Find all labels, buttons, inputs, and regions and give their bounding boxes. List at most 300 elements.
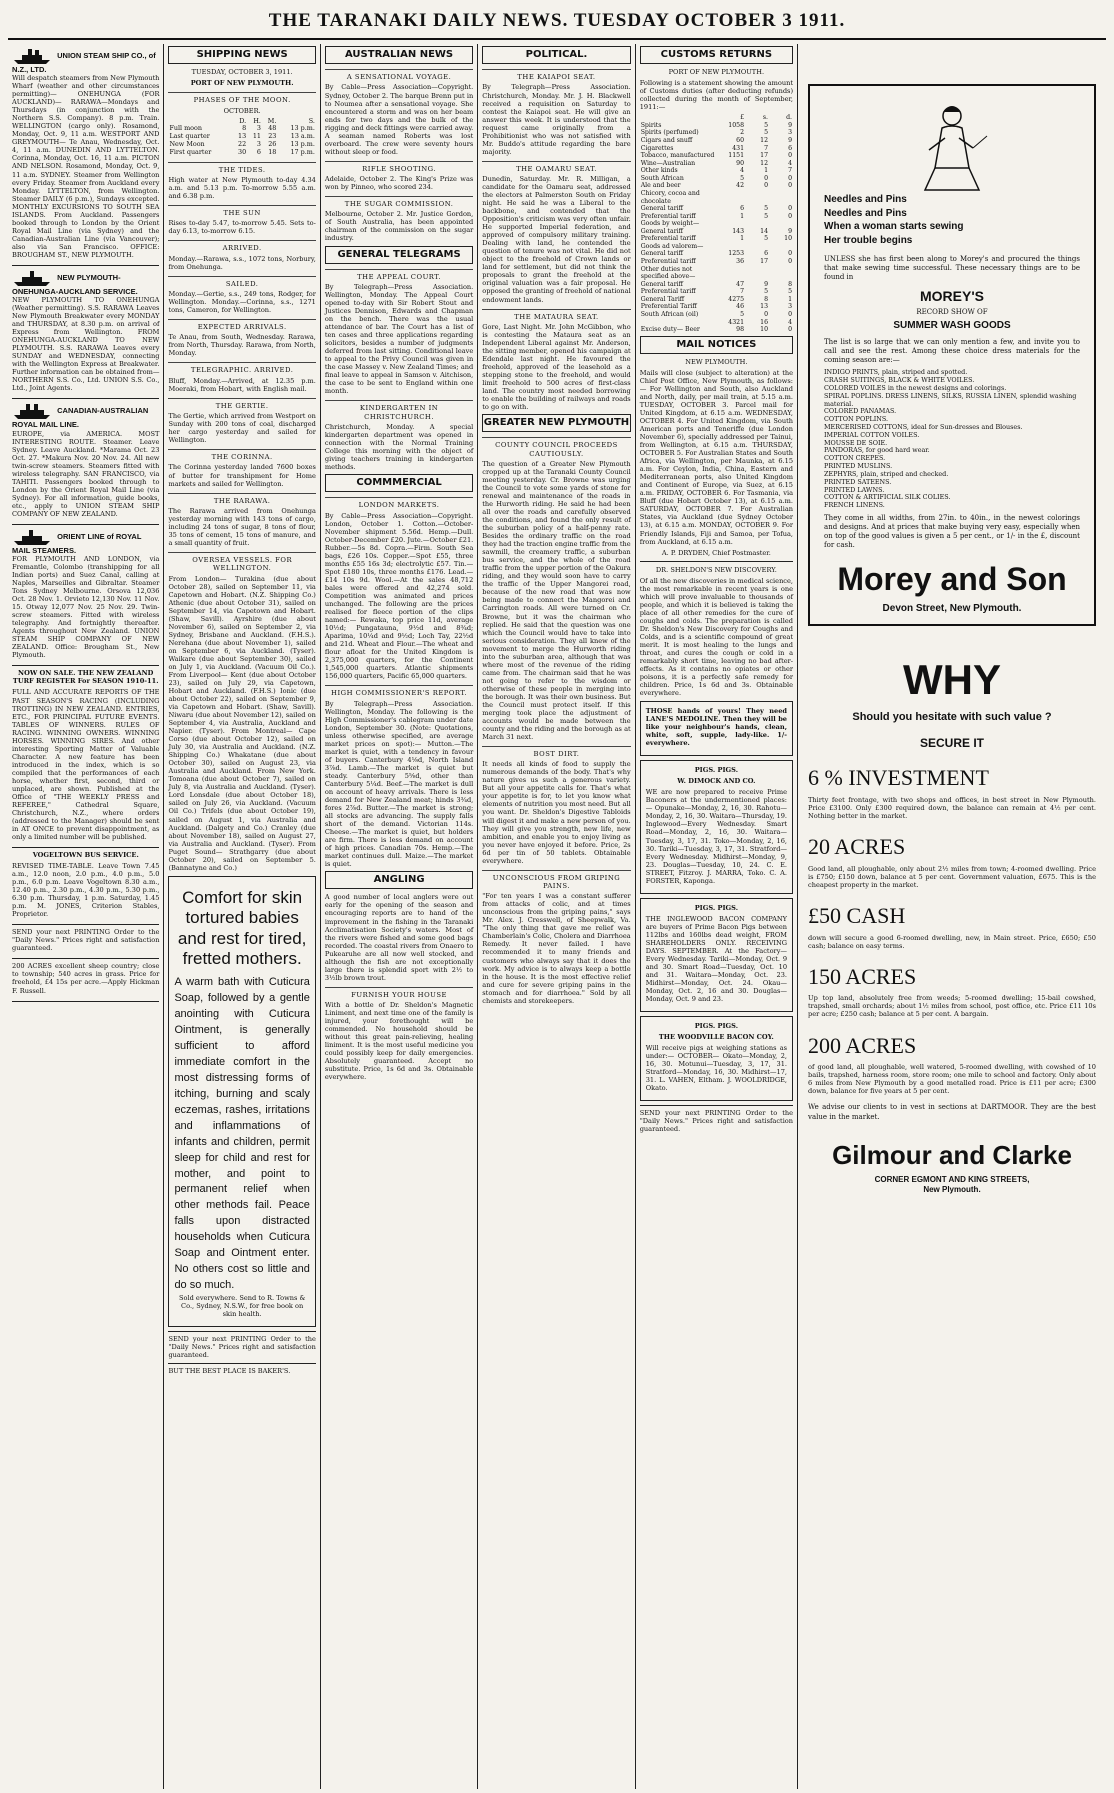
- hesitate-line: Should you hesitate with such value ?: [852, 710, 1052, 723]
- phase-m: 26: [268, 140, 277, 148]
- customs-item: Other duties not specified above—: [640, 265, 696, 281]
- rarawa-title: THE RARAWA.: [168, 493, 315, 505]
- customs-item: Preferential tariff: [640, 258, 696, 266]
- sailed-body: Monday.—Gertie, s.s., 249 tons, Rodger, for Wellington. Monday.—Corinna, s.s., 1271 tons, Cameron, for Wellington.: [168, 289, 316, 315]
- arrived-title: ARRIVED.: [168, 240, 315, 252]
- furnish-title: FURNISH YOUR HOUSE: [325, 987, 473, 999]
- customs-shillings: 5: [764, 129, 769, 137]
- customs-pounds: 4275: [728, 295, 745, 303]
- phase-h: 3: [256, 124, 261, 133]
- list-item: CRASH SUITINGS, BLACK & WHITE VOILES.: [824, 376, 975, 385]
- col-header: D.: [239, 116, 247, 125]
- union-steam-body: Will despatch steamers from New Plymouth Wharf (weather and other circumstances permitting)— ONEHUNGA (FOR AUCKLAND)— RARAWA—Mondays and Thursdays (in conjunction with the Northern S.S. Company). 8 p.m. Train. WELLINGTON (cargo only). Rosamond, Monday, Oct. 9, 11 a.m. WESTPORT AND GREYMOUTH— Te Anau, Wednesday, Oct. 4, 11 a.m. DUNEDIN AND LYTTELTON. Corinna, Monday, Oct. 16, 11 a.m. PICTON AND NELSON. Rosamond, Monday, Oct. 9, 11 a.m. SYDNEY. Steamer from Wellington every Friday. Steamer from Auckland every Monday. LYTTELTON, from Wellington. Steamer DAILY (6 p.m.), Sundays excepted. MONTHLY EXCURSIONS TO SOUTH SEA ISLANDS. From Auckland. Passengers booked through to London by the Orient Royal Mail Line (via Sydney) and the Canadian-Australian Line (via Vancouver); also via San Francisco. OFFICE: BROUGHAM ST., NEW PLYMOUTH.: [12, 74, 160, 259]
- customs-pence: 10: [784, 235, 793, 243]
- customs-pence: 4: [788, 159, 793, 167]
- customs-pounds: 47: [736, 280, 745, 288]
- oamaru-title: THE OAMARU SEAT.: [482, 161, 630, 173]
- land-listing-body: Good land, all ploughable, only about 2½ miles from town; 4-roomed dwelling. Price is £750; £150 down, balance at 5 per cent. Government valuation, £675. This is the cheapest property in the market.: [808, 864, 1096, 889]
- onehunga-body: NEW PLYMOUTH TO ONEHUNGA (Weather permitting). S.S. RARAWA Leaves New Plymouth Breakwater every MONDAY and THURSDAY, at 8.30 p.m. on arrival of Express from Wellington. FROM ONEHUNGA-AUCKLAND TO NEW PLYMOUTH. S.S. RARAWA Leaves every SUNDAY and WEDNESDAY, connecting with the Wellington Express at Breakwater. Further information can be obtained from— NORTHERN S.S. Co., Ltd. UNION S.S. Co., Ltd., Joint Agents.: [12, 296, 160, 393]
- commercial-heading: COMMMERCIAL: [325, 474, 473, 492]
- dimock-body: WE are now prepared to receive Prime Baconers at the undermentioned places:— Opunake—Monday, 2, 16, 30. Rahotu—Monday, 2, 16, 30. Waitara—Thursday, 19. Inglewood—Every Wednesday. Smart Road—Monday, 2, 16, 30. Waitara—Tuesday, 3, 17, 31. Toko—Monday, 2, 16, 30. Tariki—Tuesday, 3, 17, 31. Stratford—Every Wednesday. Midhirst—Monday, 9, 23. Douglas—Tuesday, 10, 24. C. E. STREET, Fitzroy. J. MARRA, Toko. C. A. FORSTER, Kaponga.: [645, 788, 788, 885]
- angling-body: A good number of local anglers were out early for the opening of the season and encouraging reports are to hand of the improvement in the fishing in the Taranaki Acclimatisation Society's waters. Most of the rivers were fished and some good bags recorded. The coastal rivers from Onaero to Pukearuhe are all now well stocked, and although the fish are not exceptionally large there is splendid sport with 2½ to 3½lb brown trout.: [324, 893, 474, 982]
- table-row: [640, 213, 793, 221]
- customs-item: Ale and beer: [640, 182, 681, 190]
- phase-h: 6: [256, 147, 261, 156]
- customs-pence: 9: [788, 137, 793, 145]
- steamship-icon: [12, 402, 52, 420]
- canadian-australian-body: EUROPE, via AMERICA. MOST INTERESTING ROUTE. Steamer. Leave Sydney. Leave Auckland. *Marama Oct. 23 Oct. 27. *Makura Nov. 20 Nov. 24. All new twin-screw steamers. Steamers fitted with wireless telegraphy. SAN FRANCISCO, via TAHITI. Passengers booked through to London by the Orient Royal Mail Line (via Sydney). For all information, guide books, etc., apply to UNION STEAM SHIP COMPANY OF NEW ZEALAND.: [12, 429, 160, 518]
- voyage-body: By Cable—Press Association—Copyright. Sydney, October 2. The barque Brenn put in to Noumea after a sensational voyage. She encountered a storm and was on her beam ends for two days and the bulk of the rigging and deck fittings were carried away. A seaman named Roberts was lost overboard. The crew were seventy hours without sleep or food.: [324, 83, 474, 156]
- divider: [640, 561, 793, 562]
- table-row: [640, 243, 793, 251]
- rifle-body: Adelaide, October 2. The King's Prize was won by Pinneo, who scored 234.: [324, 175, 474, 192]
- customs-pounds: 2: [740, 129, 745, 137]
- general-telegrams-heading: GENERAL TELEGRAMS: [325, 246, 473, 264]
- land-listing-heading: 6 % INVESTMENT: [808, 764, 989, 790]
- markets-title: LONDON MARKETS.: [325, 497, 473, 509]
- markets-body: By Cable—Press Association—Copyright. London, October 1. Cotton.—October-November shipment 5.56d. Hemp.—Dull. October-December £20. Jute.—October £21. Rubber.—5s 8d. Copra.—Firm. South Sea bags, £26 10s. Copper.—Spot £55, three months £55 16s 3d; electrolytic £57. Tin.—Spot £180 10s, three months £176. Lead.—£14 10s 9d. Wool.—At the sales 48,712 bales were offered and 42,274 sold. Competition was animated and prices unchanged. The following are the prices realised for fleece portion of the clips named:— Rewaka, top price 11d, average 10½d; Pungatauna, 9½d and 8¾d; Aparima, 10¼d and 9½d; Loch Tay, 22½d and 21d. Wheat and Flour.—The wheat and flour afloat for the United Kingdom is 2,375,000 quarters, for the Continent 1,545,000 quarters. Atlantic shipments 156,000 quarters, Pacific 65,000 quarters.: [324, 511, 474, 681]
- dimock-firm: W. DIMOCK AND CO.: [677, 777, 756, 786]
- customs-pounds: 36: [736, 258, 745, 266]
- column-5: [636, 44, 798, 1789]
- list-item: COTTON POPLINS.: [824, 415, 889, 424]
- vogeltown-bus-body: REVISED TIME-TABLE. Leave Town 7.45 a.m., 12.0 noon, 2.0 p.m., 4.0 p.m., 5.0 p.m., 6.0 p.m. Leave Vogeltown 8.30 a.m., 12.40 p.m., 2.30 p.m., 4.30 p.m., 5.30 p.m., 6.30 p.m. Thursday, 1 p.m. Saturday, 1.45 p.m. M. JONES, Criterion Stables, Proprietor.: [12, 862, 160, 919]
- land-listing-body: down will secure a good 6-roomed dwelling, new, in Main street. Price, £650; £50 cash; balance on easy terms.: [808, 933, 1096, 950]
- sun-body: Rises to-day 5.47, to-morrow 5.45. Sets to-day 6.13, to-morrow 6.15.: [168, 219, 316, 236]
- customs-pence: 0: [788, 310, 793, 318]
- list-item: PANDORAS, for good hard wear.: [824, 446, 930, 455]
- morey-ad: [808, 84, 1096, 626]
- political-heading: POLITICAL.: [482, 46, 630, 64]
- dartmoor-note: We advise our clients to in vest in sections at DARTMOOR. They are the best value in the market.: [808, 1103, 1096, 1121]
- customs-shillings: [745, 243, 769, 251]
- customs-pounds: 1: [740, 235, 745, 243]
- overseas-title: OVERSEA VESSELS. FOR WELLINGTON.: [168, 552, 315, 573]
- table-row: [640, 235, 793, 243]
- phase-name: Last quarter: [169, 132, 210, 141]
- sheldon-body: Of all the new discoveries in medical science, the most remarkable in recent years is one which will prove invaluable to thousands of people, and which it is believed is taking the place of all other remedies for the cure of coughs and colds. The preparation is called Dr. Sheldon's New Discovery for Coughs and Colds, and is a scientific compound of great merit. It is most healing to the lungs and throat, and cures the cough or cold in a remarkably short time, leaving no bad after-effects. As it contains no opiates or other poisons, it is a perfectly safe remedy for children. Price, 1s 6d and 3s. Obtainable everywhere.: [639, 576, 794, 698]
- customs-pounds: [721, 243, 745, 251]
- col-header: d.: [786, 114, 793, 122]
- moon-month: OCTOBER.: [223, 106, 261, 115]
- overseas-body: From London— Turakina (due about October 28), sailed on September 11, via Capetown and Hobart. (N.Z. Shipping Co.) Athenic (due about October 31), sailed on September 14, via Capetown and Hobart. (Shaw, Savill). Ayrshire (due about November 6), sailed on September 2, via Sydney, Brisbane and Auckland. (F.H.S.). Nerehana (due about November 1), sailed on September 6, via Auckland. (Tyser). Waikare (due about September 30), sailed on July 1, via Auckland. (Vacuum Oil Co.). From Liverpool— Kent (due about October 23), sailed on July 29, via Capetown, Hobart and Auckland. (F.H.S.) Ionic (due about October 22), sailed on September 9, via Capetown and Hobart. (Shaw, Savill). Niwaru (due about November 12), sailed on September 4, via Australia, Auckland and Napier. (Tyser). From Montreal— Cape Corso (due about October 12), sailed on July 30, via Australia and Auckland. (N.Z. Shipping Co.) Whakatane (due about October 30), sailed on August 23, via Australia and Auckland. From New York. Tomoana (due about October 7), sailed on July 8, via Australia and Auckland. (Tyser). Lord Lonsdale (due about October 18), sailed on July 26, via Auckland. (Vacuum Oil Co.) Trifels (due about October 19), sailed on August 1, via Australia and Auckland. (Dalgety and Co.) Cranley (due about November 18), sailed on August 27, via Australia and Auckland. (Tyser). From Puget Sound— Strathgarry (due about October 20), sailed on September 5. (Bannatyne and Co.): [168, 574, 316, 872]
- sailed-title: SAILED.: [168, 276, 315, 288]
- customs-pounds: 7: [740, 288, 745, 296]
- woodville-pigs-ad: [640, 1016, 793, 1101]
- acres-ad-text: 200 ACRES excellent sheep country; close to township; 540 acres in grass. Price for freehold, £4 15s per acre.—Apply Hickman F. Russell.: [12, 962, 160, 995]
- table-row: [640, 228, 793, 236]
- morey-and-son: Morey and Son: [837, 561, 1067, 598]
- medoline-ad: [640, 701, 793, 756]
- customs-intro: Following is a statement showing the amount of Customs duties (after deducting refunds) collected during the month of September, 1911:—: [639, 79, 794, 112]
- customs-pence: 0: [788, 326, 793, 334]
- printing-order-text: SEND your next PRINTING Order to the "Daily News." Prices right and satisfaction guaranteed.: [12, 928, 160, 953]
- customs-item: General tariff: [640, 227, 684, 235]
- gertie-body: The Gertie, which arrived from Westport on Sunday with 200 tons of coal, discharged her cargo yesterday and sailed for Wellington.: [168, 412, 316, 445]
- phase-s: 13 p.m.: [290, 124, 315, 133]
- land-listing-heading: £50 CASH: [808, 902, 906, 928]
- column-1: [8, 44, 164, 1789]
- customs-item: Cigars and snuff: [640, 137, 693, 145]
- hc-body: By Telegraph—Press Association. Wellington, Monday. The following is the High Commissioner's cablegram under date London, September 30. (Note: Quotations, unless otherwise specified, are average market prices on spot):— Mutton.—The market is quiet, with a tendency in favour of buyers. Canterbury 4⅛d, North Island 3⅞d. Lamb.—The market is quiet but steady. Canterbury 5⅝d, other than Canterbury 5¼d. Beef.—The market is dull on account of heavy arrivals. There is less demand for New Zealand meat; hinds 3¾d, fores 2⅞d. Butter.—The market is strong; all stocks are advancing. The supply falls short of the demand. Victorian 114s. Cheese.—The market is quiet, but holders are firm. There is less demand on account of high prices. Canadian 70s. Hemp.—The market continues dull. Maize.—The market is quiet.: [324, 699, 474, 869]
- customs-shillings: 14: [760, 227, 769, 235]
- table-row: [640, 296, 793, 304]
- phase-d: 13: [238, 132, 247, 141]
- customs-pence: 5: [788, 288, 793, 296]
- steamship-icon: [12, 47, 52, 65]
- customs-pounds: 1058: [728, 121, 745, 129]
- send-order-notice: SEND your next PRINTING Order to the "Daily News." Prices right and satisfaction guaranteed.: [168, 1331, 315, 1359]
- customs-item: Goods ad valorem—: [640, 242, 704, 250]
- customs-pence: 0: [788, 182, 793, 190]
- customs-pence: 9: [788, 227, 793, 235]
- furnish-body: With a bottle of Dr. Sheldon's Magnetic Liniment, and next time one of the family is injured, your forethought will be commended. No household should be without this great pain-relieving, healing liniment. It is the most useful medicine you could possibly keep for daily emergencies. Absolutely guaranteed. Accept no substitute. Price, 1s 6d and 3s. Obtainable everywhere.: [324, 1001, 474, 1082]
- customs-item: Other kinds: [640, 167, 678, 175]
- table-row: [640, 303, 793, 311]
- customs-pence: 0: [788, 258, 793, 266]
- customs-shillings: 16: [760, 318, 769, 326]
- customs-pounds: 4321: [728, 318, 745, 326]
- land-listing-body: Up top land, absolutely free from weeds; 5-roomed dwelling; 15-bail cowshed, trapshed, small orchards; about 1½ miles from school, post office, etc. Price £11 10s per acre; £250 cash; balance at 5 per cent. A bargain.: [808, 994, 1096, 1019]
- moon-phases-table: [168, 118, 315, 157]
- table-row: [640, 205, 793, 213]
- phase-d: 30: [238, 147, 247, 156]
- vogeltown-bus-ad: [12, 848, 159, 925]
- record-show: RECORD SHOW OF: [916, 308, 988, 317]
- customs-item: [640, 319, 721, 327]
- morey-address: Devon Street, New Plymouth.: [882, 603, 1022, 615]
- land-listing-heading: 20 ACRES: [808, 833, 906, 859]
- oamaru-body: Dunedin, Saturday. Mr. R. Milligan, a candidate for the Oamaru seat, addressed the electors at Palmerston South on Friday night. He said he was a Liberal to the backbone, and contended that the Opposition's criticism was very often unfair. He supported Imperial federation, and approved of compulsory military training. Dealing with land, he contended the question of tenure was not vital. He did not object to the freehold of Crown lands or land for settlement, but did not think the proposals to grant the freehold at the original valuation was a fair proposal. He opposed the granting of freehold of national endowment lands.: [482, 175, 631, 304]
- expected-body: Te Anau, from South, Wednesday. Rarawa, from North, Thursday. Rarawa, from North, Monday.: [168, 333, 316, 358]
- table-row: [640, 258, 793, 266]
- kinder-title: KINDERGARTEN IN CHRISTCHURCH.: [325, 400, 473, 421]
- county-body: The question of a Greater New Plymouth cropped up at the Taranaki County Council meeting yesterday. Cr. Browne was urging the Council to vote some yards of stone for renewal and maintenance of the roads in the Hurworth riding. He said he had been all over the roads and carefully observed the conditions, and found the only result of the suburban policy of a half-penny rate. Besides the ordinary traffic on the road they had the traction engine traffic from the sawmill, the creamery traffic, a suburban bus service, and the whole of the road traffic from the upper portion of the Oakura riding, and they would soon have to carry the traffic of the Upper Mangorei road, because of the new road that was now being made to connect the Mangorei and Carrington roads. All were turned on Cr. Browne, but it was the chairman who replied. He said that the question was one which the Council would have to take into serious consideration. They all knew of the movement to merge the Hurworth riding into the suburban area, although that was where most of the revenue of the riding came from. The chairman said that he was not going to refer to the wisdom or otherwise of these people in merging into the borough. It was their own business. But the Council must protect itself. If this merging took place the adjustment of accounts would be made between the county and the riding and the borough as at March 31 next.: [482, 459, 631, 741]
- customs-item: Wine—Australian: [640, 159, 696, 167]
- steamship-icon: [12, 269, 52, 287]
- table-row: [640, 266, 793, 281]
- australian-news-heading: AUSTRALIAN NEWS: [325, 46, 473, 64]
- acres-ad: [12, 959, 159, 1001]
- woodville-firm: THE WOODVILLE BACON COY.: [658, 1033, 774, 1042]
- customs-item: Preferential tariff: [640, 235, 696, 243]
- secure-it: SECURE IT: [920, 736, 985, 751]
- county-title: COUNTY COUNCIL PROCEEDS CAUTIOUSLY.: [482, 437, 630, 458]
- sewing-woman-illustration: [824, 98, 1080, 193]
- customs-pence: [769, 266, 793, 281]
- col-header: H.: [253, 116, 261, 125]
- customs-shillings: [745, 220, 769, 228]
- customs-pounds: 4: [740, 167, 745, 175]
- vogeltown-bus-title: VOGELTOWN BUS SERVICE.: [32, 851, 139, 860]
- phase-m: 18: [268, 147, 277, 156]
- list-item: COTTON & ARTIFICIAL SILK COLIES.: [824, 493, 951, 502]
- phase-d: 22: [238, 140, 247, 148]
- kaiapoi-body: By Telegraph—Press Association. Christchurch, Monday. Mr. J. H. Blackwell received a requisition on Saturday to contest the Kaiapoi seat. He will give an answer this week. It is understood that the request came originally from a Prohibitionist who was not satisfied with Mr. Buddo's attitude regarding the bare majority.: [482, 83, 631, 156]
- list-item: COTTON CREPES.: [824, 454, 886, 463]
- col-header: s.: [762, 114, 769, 122]
- phase-m: 23: [268, 132, 277, 141]
- customs-item: General tariff: [640, 250, 684, 258]
- column-3: [321, 44, 478, 1789]
- table-row: [640, 182, 793, 190]
- customs-pounds: 46: [736, 303, 745, 311]
- list-item: MOUSSE DE SOIE.: [824, 438, 888, 447]
- customs-item: General tariff: [640, 205, 684, 213]
- phase-name: New Moon: [169, 140, 205, 148]
- customs-shillings: [745, 266, 769, 281]
- customs-shillings: 5: [764, 235, 769, 243]
- kaiapoi-title: THE KAIAPOI SEAT.: [482, 69, 630, 81]
- table-row: [640, 190, 793, 205]
- customs-heading: CUSTOMS RETURNS: [640, 46, 793, 64]
- list-item: MERCERISED COTTONS, ideal for Sun-dresses and Blouses.: [824, 423, 1023, 432]
- mail-notices-heading: MAIL NOTICES: [640, 336, 793, 354]
- masthead: THE TARANAKI DAILY NEWS. TUESDAY OCTOBER 3 1911.: [8, 6, 1106, 40]
- sugar-body: Melbourne, October 2. Mr. Justice Gordon, of South Australia, has been appointed chairman of the commission on the sugar industry.: [324, 210, 474, 243]
- land-listings: [808, 765, 1096, 1096]
- table-header-row: [640, 114, 793, 122]
- gilmour-address-2: New Plymouth.: [923, 1185, 981, 1195]
- corinna-title: THE CORINNA.: [168, 449, 315, 461]
- gilmour-clarke: Gilmour and Clarke: [832, 1139, 1072, 1170]
- rarawa-body: The Rarawa arrived from Onehunga yesterday morning with 143 tons of cargo, including 24 tons of sugar, 8 tons of flour, 35 tons of cement, 15 tons of manure, and a small quantity of fruit.: [168, 506, 316, 547]
- sun-title: THE SUN: [168, 205, 315, 217]
- customs-pence: [769, 190, 793, 205]
- cuticura-headline: Comfort for skin tortured babies and rest for tired, fretted mothers.: [177, 887, 307, 968]
- pigs-title: PIGS. PIGS.: [694, 766, 738, 775]
- greater-new-plymouth-heading: GREATER NEW PLYMOUTH: [482, 414, 630, 432]
- hc-title: HIGH COMMISSIONER'S REPORT.: [325, 685, 473, 697]
- turf-register-title: NOW ON SALE. THE NEW ZEALAND TURF REGISTER For SEASON 1910-11.: [12, 669, 159, 686]
- customs-pounds: 431: [732, 144, 745, 152]
- columns: [8, 44, 1106, 1789]
- land-listing-body: of good land, all ploughable, well watered, 5-roomed dwelling, with cowshed of 10 bails, trapshed, harness room, store room; one mile to school and factory. Only about 6 miles from New Plymouth by a good metalled road. Price is £11 per acre; £300 down, balance for five years at 5 per cent.: [808, 1063, 1096, 1096]
- customs-shillings: 1: [764, 167, 769, 175]
- table-row: [640, 311, 793, 319]
- customs-pence: 1: [788, 295, 793, 303]
- customs-pounds: 6: [740, 205, 745, 213]
- phase-s: 13 p.m.: [290, 140, 315, 148]
- customs-pounds: [721, 220, 745, 228]
- pigs-title: PIGS. PIGS.: [694, 1022, 738, 1031]
- customs-shillings: 5: [764, 288, 769, 296]
- kinder-body: Christchurch, Monday. A special kindergarten department was opened in connection with the Normal Training College this morning with the object of giving teachers training in kindergarten methods.: [324, 422, 474, 472]
- union-steam-title: UNION STEAM SHIP CO., of N.Z., LTD.: [12, 51, 156, 74]
- customs-pounds: 42: [736, 182, 745, 190]
- col-header: £: [740, 114, 745, 122]
- customs-pence: 0: [788, 174, 793, 182]
- customs-item: Chicory, cocoa and chocolate: [640, 189, 700, 205]
- needles-line: When a woman starts sewing: [824, 221, 964, 232]
- table-row: [640, 250, 793, 258]
- customs-pence: 4: [788, 318, 793, 326]
- list-item: COLORED PANAMAS.: [824, 407, 897, 416]
- customs-shillings: [745, 190, 769, 205]
- steamship-icon: [12, 528, 52, 546]
- list-item: FRENCH LINENS.: [824, 501, 885, 510]
- customs-item: Preferential tariff: [640, 212, 696, 220]
- customs-pounds: 143: [732, 227, 745, 235]
- list-item: PRINTED MUSLINS.: [824, 462, 893, 471]
- customs-pence: [769, 220, 793, 228]
- phase-d: 8: [242, 124, 247, 133]
- table-row: [640, 281, 793, 289]
- customs-item: South African (oil): [640, 310, 699, 318]
- angling-heading: ANGLING: [325, 871, 473, 889]
- sewing-woman-icon: [907, 98, 997, 193]
- table-row: [640, 122, 793, 130]
- customs-item: Spirits (perfumed): [640, 129, 699, 137]
- cuticura-body: A warm bath with Cuticura Soap, followed by a gentle anointing with Cuticura Ointment, is generally sufficient to afford immediate comfort in the most distressing forms of itching, burning and scaly eczemas, rashes, irritations and inflammations of infants and children, permit sleep for child and rest for mother, and point to permanent relief when other methods fail. Peace falls upon distracted households when Cuticura Soap and Ointment enter. No others cost so little and do so much.: [174, 976, 310, 1292]
- needles-line: Her trouble begins: [824, 234, 913, 246]
- inglewood-body: THE INGLEWOOD BACON COMPANY are buyers of Prime Bacon Pigs between 112lbs and 160lbs dead weight, FROM SHAREHOLDERS ONLY. RECEIVING DAYS. SEPTEMBER. At the Factory—Every Wednesday. Tariki—Monday, Oct. 9 and 30. Smart Road—Tuesday, Oct. 10 and 31. Waitara—Monday, Oct. 23. Midhirst—Monday, Oct. 24. Okau—Monday, Oct. 2, 16 and 30. Douglas—Monday, Oct. 9 and 23.: [645, 914, 788, 1004]
- printing-order-ad: [12, 925, 159, 959]
- telegraphic-title: TELEGRAPHIC. ARRIVED.: [168, 362, 315, 374]
- mataura-title: THE MATAURA SEAT.: [482, 309, 630, 321]
- customs-shillings: 5: [764, 121, 769, 129]
- customs-pence: 3: [788, 303, 793, 311]
- onehunga-ad: [12, 266, 159, 400]
- moon-phases-title: PHASES OF THE MOON.: [168, 92, 315, 104]
- customs-pounds: 60: [736, 137, 745, 145]
- customs-pounds: 1151: [728, 152, 745, 160]
- bust-title: BOST DIRT.: [482, 746, 630, 758]
- moreys-name: MOREY'S: [920, 288, 985, 305]
- phase-name: First quarter: [169, 147, 212, 156]
- customs-pounds: [721, 190, 745, 205]
- shipping-news-heading: SHIPPING NEWS: [168, 46, 315, 64]
- table-row: [640, 152, 793, 160]
- phase-s: 17 p.m.: [290, 147, 315, 156]
- customs-shillings: 0: [764, 310, 769, 318]
- customs-item: General Tariff: [640, 295, 685, 303]
- shipping-port: PORT OF NEW PLYMOUTH.: [190, 79, 294, 88]
- corinna-body: The Corinna yesterday landed 7600 boxes of butter for transhipment for Home markets and sailed for Wellington.: [168, 463, 316, 488]
- customs-item: Cigarettes: [640, 144, 674, 152]
- customs-pounds: 5: [740, 310, 745, 318]
- customs-pence: 6: [788, 144, 793, 152]
- sugar-title: THE SUGAR COMMISSION.: [325, 196, 473, 208]
- customs-pence: 7: [788, 167, 793, 175]
- canadian-australian-ad: [12, 399, 159, 524]
- customs-pence: 0: [788, 152, 793, 160]
- customs-pounds: [721, 266, 745, 281]
- customs-table: [640, 114, 793, 333]
- customs-pounds: 90: [736, 159, 745, 167]
- customs-item: South African: [640, 174, 684, 182]
- land-listing-heading: 200 ACRES: [808, 1032, 917, 1058]
- column-4: [478, 44, 635, 1789]
- needles-body: UNLESS she has first been along to Morey's and procured the things that make sewing time successful. These necessary things are to be found in: [824, 255, 1080, 282]
- customs-shillings: 0: [764, 182, 769, 190]
- arrived-body: Monday.—Rarawa, s.s., 1072 tons, Norbury, from Onehunga.: [168, 254, 316, 271]
- customs-pence: 8: [788, 280, 793, 288]
- customs-item: General tariff: [640, 280, 684, 288]
- customs-shillings: 9: [764, 280, 769, 288]
- list-item: COLORED VOILES in the newest designs and colorings.: [824, 383, 1007, 392]
- pigs-title: PIGS. PIGS.: [694, 903, 738, 912]
- customs-item: Spirits: [640, 121, 662, 129]
- customs-shillings: 5: [764, 212, 769, 220]
- customs-item: Tobacco, manufactured: [640, 152, 715, 160]
- customs-pence: 0: [788, 250, 793, 258]
- orient-line-ad: [12, 525, 159, 667]
- list-item: ZEPHYRS, plain, striped and checked.: [824, 469, 949, 478]
- table-row: [640, 220, 793, 228]
- phase-s: 13 a.m.: [290, 132, 315, 141]
- summer-wash-goods: SUMMER WASH GOODS: [893, 319, 1011, 331]
- griping-body: "For ten years I was a constant sufferer from attacks of colic, and at times unconscious from the griping pains," says Mr. Alex. J. Cresswell, of Sheepwalk, Va. "The only thing that gave me relief was Chamberlain's Colic, Cholera and Diarrhoea Remedy. It never failed. I have recommended it to many friends and customers who always say that it does the work. My advice is to always keep a bottle in the house. It is the most effective relief and cure for severe griping pains in the stomach and for diarrhoea." Sold by all chemists and storekeepers.: [482, 892, 631, 1005]
- gertie-title: THE GERTIE.: [168, 398, 315, 410]
- customs-port: PORT OF NEW PLYMOUTH.: [668, 68, 765, 77]
- inglewood-pigs-ad: [640, 898, 793, 1012]
- table-row: [640, 167, 793, 175]
- table-row: [640, 326, 793, 334]
- why-heading: WHY: [903, 655, 1001, 703]
- tides-body: High water at New Plymouth to-day 4.34 a.m. and 5.13 p.m. To-morrow 5.55 a.m. and 6.38 p.m.: [168, 175, 316, 200]
- medoline-text: THOSE hands of yours! They need LANE'S MEDOLINE. Then they will be like your neighbour's hands, clean, white, soft, supple, lady-like. 1/- everywhere.: [645, 707, 788, 748]
- list-item: PRINTED LAWNS.: [824, 485, 885, 494]
- list-item: PRINTED SATEENS.: [824, 477, 892, 486]
- customs-item: Preferential tariff: [640, 288, 696, 296]
- mail-body: Mails will close (subject to alteration) at the Chief Post Office, New Plymouth, as follows:— For Wellington and South, also Auckland and North, daily, per mail train, at 5.15 a.m. TUESDAY, OCTOBER 3. Parcel mail for United Kingdom, at 6.15 a.m. WEDNESDAY, OCTOBER 4. For United Kingdom, via South American ports and Teneriffe (due London November 6), specially addressed per Tainui, from Wellington, at 6.15 a.m. THURSDAY, OCTOBER 5. For Australian States and South Africa, via Wellington, per Maunka, at 6.15 a.m. For Ceylon, India, China, Eastern and Mediterranean ports, also United Kingdom and Continent of Europe, via Suez, at 6.15 a.m. FRIDAY, OCTOBER 6. For Tasmania, via Bluff (due Hobart October 13), at 6.15 a.m. SATURDAY, OCTOBER 7. For Australian States, via Auckland (due Sydney October 13), at 6.15 a.m. MONDAY, OCTOBER 9. For Friendly Islands, Fiji and Samoa, per Tofua, from Auckland, at 6.15 a.m.: [639, 368, 794, 546]
- customs-pounds: 1253: [728, 250, 745, 258]
- table-row: [640, 137, 793, 145]
- customs-pence: 9: [788, 121, 793, 129]
- voyage-title: A SENSATIONAL VOYAGE.: [325, 69, 473, 81]
- shipping-date: TUESDAY, OCTOBER 3, 1911.: [191, 68, 293, 77]
- goods-list: [824, 369, 1080, 510]
- customs-pence: 3: [788, 129, 793, 137]
- col-header: M.: [267, 116, 277, 125]
- dimock-pigs-ad: [640, 760, 793, 893]
- phase-m: 48: [268, 124, 277, 133]
- customs-shillings: 12: [760, 137, 769, 145]
- woodville-body: Will receive pigs at weighing stations as under:— OCTOBER— Okato—Monday, 2, 16, 30. Motunui—Tuesday, 3, 17, 31. Stratford—Monday, 16, 30. Midhirst—17, 31. L. VAHEN, Eltham. J. WOOLDRIDGE, Okato.: [645, 1044, 788, 1093]
- bakers-notice: BUT THE BEST PLACE IS BAKER'S.: [168, 1363, 315, 1375]
- list-item: SPIRAL POPLINS. DRESS LINENS, SILKS, RUSSIA LINEN, splendid washing material.: [824, 391, 1077, 408]
- telegraphic-body: Bluff, Monday.—Arrived, at 12.35 p.m. Moeraki, from Hobart, with English mail.: [168, 376, 316, 393]
- needles-heading: [824, 193, 1080, 247]
- needles-line: Needles and Pins: [824, 194, 907, 205]
- customs-shillings: 5: [764, 205, 769, 213]
- customs-item: Excise duty— Beer: [640, 326, 700, 334]
- customs-pounds: 98: [736, 326, 745, 334]
- expected-title: EXPECTED ARRIVALS.: [168, 319, 315, 331]
- column-2: [164, 44, 320, 1789]
- customs-item: Goods by weight—: [640, 220, 700, 228]
- appeal-body: By Telegraph—Press Association. Wellington, Monday. The Appeal Court opened to-day with Sir Robert Stout and Justices Dennison, Edwards and Chapman on the bench. There was the usual attendance of bar. The Court has a list of ten cases and three applications regarding solicitors, besides a number of judgments deferred from last sitting. Conditional leave to appeal to the Privy Council was given in the case Massey v. New Zealand Times; and final leave to appeal in Samson v. Aitchison, the case to be sent to England within one month.: [324, 282, 474, 396]
- customs-shillings: 17: [760, 152, 769, 160]
- tides-title: THE TIDES.: [168, 162, 315, 174]
- customs-shillings: 17: [760, 258, 769, 266]
- customs-shillings: 6: [764, 250, 769, 258]
- mail-port: NEW PLYMOUTH.: [685, 357, 748, 366]
- column-6: [798, 44, 1106, 1789]
- table-row: [640, 129, 793, 137]
- table-row: [640, 160, 793, 168]
- customs-pounds: 5: [740, 174, 745, 182]
- land-listing-heading: 150 ACRES: [808, 963, 917, 989]
- table-row: [640, 145, 793, 153]
- bust-body: It needs all kinds of food to supply the numerous demands of the body. That's why nature gives us such a generous variety. But all your appetite calls for. That's what your appetite is for, to let you know what elements of nutrition you most need. But all you want. Dr. Sheldon's Digestive Tabloids will digest it and make a new person of you. They will give you strength, new life, new ambition, and enable you to enjoy living as you never have enjoyed it before. Price, 2s 6d per tin of 50 tablets. Obtainable everywhere.: [482, 760, 631, 865]
- union-steam-ad: [12, 44, 159, 266]
- send-order-notice: SEND your next PRINTING Order to the "Daily News." Prices right and satisfaction guaranteed.: [640, 1105, 793, 1133]
- customs-shillings: 0: [764, 174, 769, 182]
- table-row: [168, 149, 315, 157]
- table-row: [640, 288, 793, 296]
